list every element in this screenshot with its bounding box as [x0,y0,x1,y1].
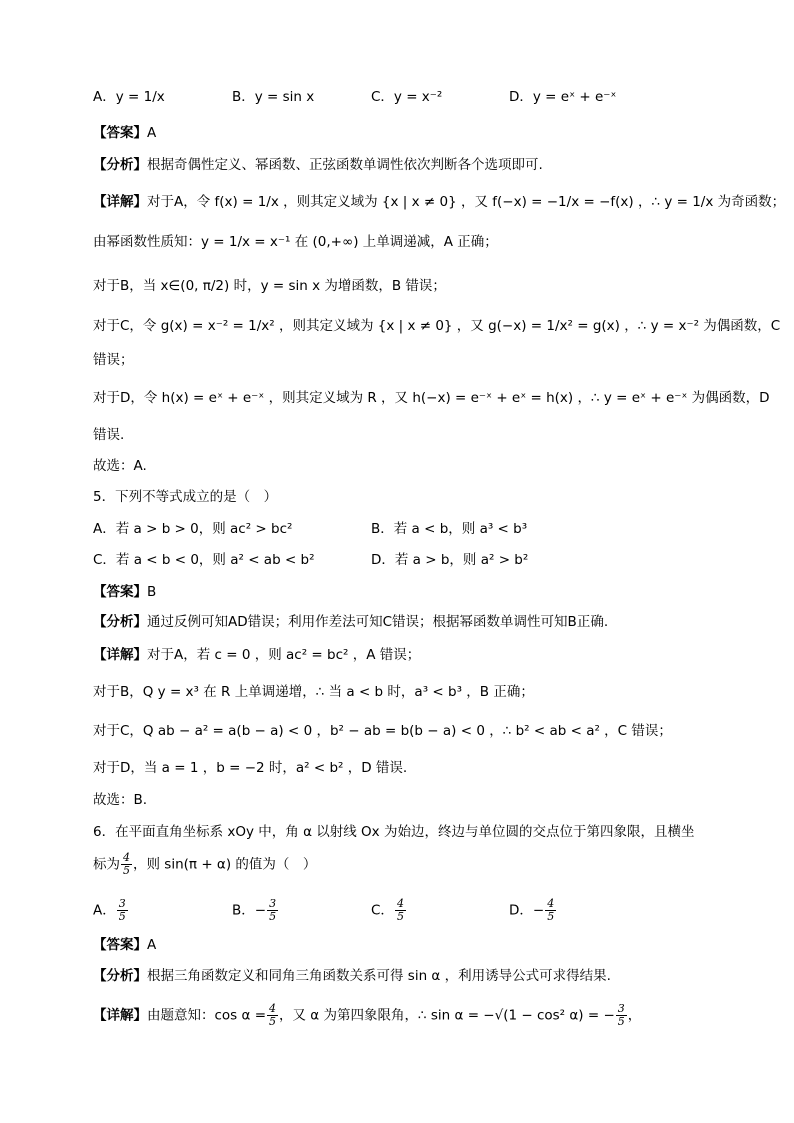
q6-option-d [509,898,557,923]
answer-tag: 【答案】 [93,937,147,953]
q6-analysis [93,966,611,986]
detail-text: ， [627,1007,642,1024]
numerator: 4 [396,897,404,910]
q6-stem-line-2 [93,852,316,877]
q6-stem-line-1: 6．在平面直角坐标系 xOy 中，角 α 以射线 Ox 为始边，终边与单位圆的交点位于第四象限，且横坐 [93,824,695,840]
q4-detail-line-5: 错误； [93,352,134,368]
option-label: B．− [232,902,267,919]
analysis-text: 根据奇偶性定义、幂函数、正弦函数单调性依次判断各个选项即可. [147,157,543,173]
q6-option-b [232,898,279,923]
q4-option-b: B．y = sin x [232,89,315,105]
q4-analysis [93,155,543,175]
q4-detail-line-3: 对于B，当 x∈(0, π/2) 时，y = sin x 为增函数，B 错误； [93,278,446,294]
detail-text: 对于A，令 f(x) = 1/x ，则其定义域为 {x | x ≠ 0} ，又 f(−x) = −1/x = −f(x) ，∴ y = 1/x 为奇函数； [147,194,786,210]
numerator: 4 [547,897,555,910]
q5-detail-line-2: 对于B，Q y = x³ 在 R 上单调递增，∴ 当 a < b 时，a³ < b³ ，B 正确； [93,684,534,700]
q5-stem: 5．下列不等式成立的是（ ） [93,489,278,505]
denominator: 5 [269,910,277,923]
denominator: 5 [547,910,555,923]
q5-detail-line-4: 对于D，当 a = 1 ，b = −2 时，a² < b² ，D 错误. [93,760,408,776]
q5-option-b: B．若 a < b，则 a³ < b³ [371,521,528,537]
analysis-tag: 【分析】 [93,968,147,984]
detail-tag: 【详解】 [93,194,147,210]
q5-detail-line-3: 对于C，Q ab − a² = a(b − a) < 0 ，b² − ab = b(b − a) < 0 ，∴ b² < ab < a² ，C 错误； [93,723,672,739]
analysis-text: 通过反例可知AD错误；利用作差法可知C错误；根据幂函数单调性可知B正确. [147,614,609,630]
stem-text: ，则 sin(π + α) 的值为（ ） [133,856,317,873]
answer-text: A [147,937,157,953]
q4-detail-line-8: 故选：A. [93,458,147,474]
q5-option-d: D．若 a > b，则 a² > b² [371,552,529,568]
numerator: 4 [123,851,130,864]
q6-detail-line-1 [93,1003,641,1028]
q6-option-c [371,898,407,923]
numerator: 4 [269,1002,277,1015]
denominator: 5 [123,864,130,877]
answer-text: B [147,584,157,600]
q4-detail-line-2: 由幂函数性质知：y = 1/x = x⁻¹ 在 (0,+∞) 上单调递减，A 正确； [93,234,498,250]
fraction [395,898,406,923]
q4-detail-line-4: 对于C，令 g(x) = x⁻² = 1/x² ，则其定义域为 {x | x ≠ 0} ，又 g(−x) = 1/x² = g(x) ，∴ y = x⁻² 为偶函数，C [93,318,781,334]
analysis-text: 根据三角函数定义和同角三角函数关系可得 sin α ，利用诱导公式可求得结果. [147,968,611,984]
fraction [267,1003,278,1028]
detail-tag: 【详解】 [93,1007,147,1024]
denominator: 5 [118,910,126,923]
q4-option-c: C．y = x⁻² [371,89,443,105]
fraction [545,898,556,923]
q4-detail-line-1 [93,192,785,212]
answer-text: A [147,125,157,141]
option-label: C． [371,902,394,919]
q4-option-a: A．y = 1/x [93,89,165,105]
analysis-tag: 【分析】 [93,157,147,173]
analysis-tag: 【分析】 [93,614,147,630]
q5-answer [93,582,156,602]
q6-option-a [93,898,129,923]
numerator: 3 [269,897,277,910]
denominator: 5 [396,910,404,923]
denominator: 5 [269,1015,277,1028]
q4-option-d: D．y = eˣ + e⁻ˣ [509,89,617,105]
numerator: 3 [118,897,126,910]
q5-option-a: A．若 a > b > 0，则 ac² > bc² [93,521,293,537]
detail-tag: 【详解】 [93,647,147,663]
option-label: A． [93,902,116,919]
detail-text: ，又 α 为第四象限角，∴ sin α = −√(1 − cos² α) = − [279,1007,615,1024]
q4-detail-line-6: 对于D，令 h(x) = eˣ + e⁻ˣ ，则其定义域为 R ，又 h(−x) = e⁻ˣ + eˣ = h(x) ，∴ y = eˣ + e⁻ˣ 为偶函数，D [93,390,770,406]
q5-detail-line-5: 故选：B. [93,792,148,808]
q5-option-c: C．若 a < b < 0，则 a² < ab < b² [93,552,315,568]
denominator: 5 [617,1015,625,1028]
detail-text: 由题意知：cos α = [147,1007,267,1024]
fraction [616,1003,627,1028]
option-label: D．− [509,902,545,919]
answer-tag: 【答案】 [93,125,147,141]
detail-text: 对于A，若 c = 0 ，则 ac² = bc² ，A 错误； [147,647,421,663]
fraction [267,898,278,923]
q5-detail-line-1 [93,645,420,665]
stem-text: 标为 [93,856,120,873]
q4-detail-line-7: 错误. [93,427,125,443]
q6-answer [93,935,156,955]
q5-analysis [93,612,608,632]
answer-tag: 【答案】 [93,584,147,600]
fraction [117,898,128,923]
q4-answer [93,123,156,143]
fraction [121,852,132,877]
numerator: 3 [617,1002,625,1015]
